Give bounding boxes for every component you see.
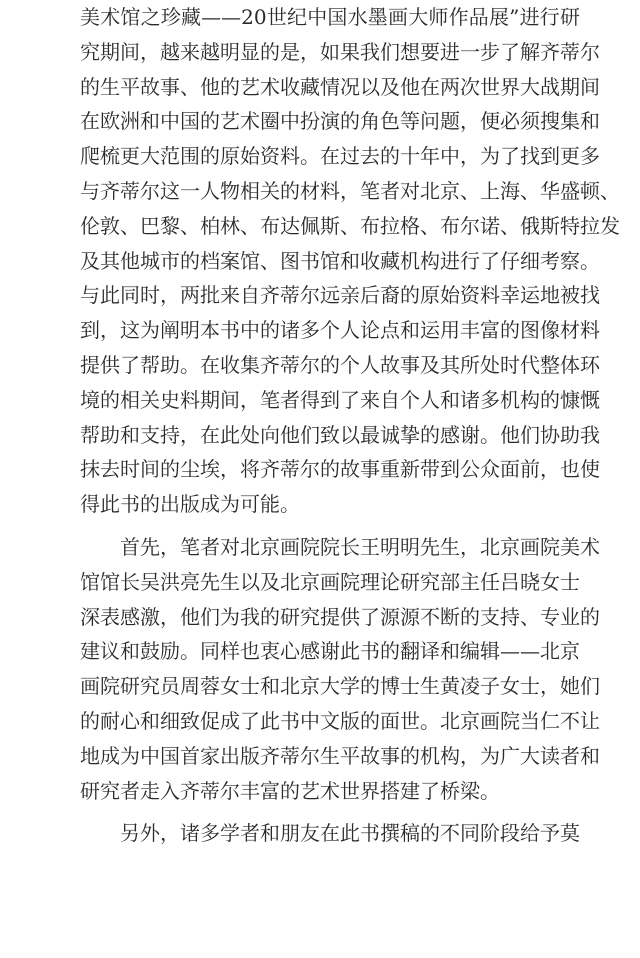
text-line: 深表感激，他们为我的研究提供了源源不断的支持、专业的	[80, 604, 600, 629]
text-line: 得此书的出版成为可能。	[80, 492, 300, 517]
paragraph-spacing	[80, 522, 580, 530]
text-line: 帮助和支持，在此处向他们致以最诚挚的感谢。他们协助我	[80, 422, 600, 447]
text-line: 馆馆长吴洪亮先生以及北京画院理论研究部主任吕晓女士	[80, 569, 580, 594]
text-line: 提供了帮助。在收集齐蒂尔的个人故事及其所处时代整体环	[80, 352, 600, 377]
text-line: 伦敦、巴黎、柏林、布达佩斯、布拉格、布尔诺、俄斯特拉发	[80, 213, 620, 238]
text-line: 首先，笔者对北京画院院长王明明先生，北京画院美术	[80, 534, 600, 559]
text-line: 在欧洲和中国的艺术圈中扮演的角色等问题，便必须搜集和	[80, 109, 600, 134]
text-line: 的耐心和细致促成了此书中文版的面世。北京画院当仁不让	[80, 708, 600, 733]
text-line: 与此同时，两批来自齐蒂尔远亲后裔的原始资料幸运地被找	[80, 283, 600, 308]
paragraph	[80, 816, 580, 851]
paragraph	[80, 530, 600, 808]
text-line: 境的相关史料期间，笔者得到了来自个人和诸多机构的慷慨	[80, 387, 600, 412]
paragraph	[80, 0, 620, 522]
text-line: 建议和鼓励。同样也衷心感谢此书的翻译和编辑——北京	[80, 639, 580, 664]
text-line: 到，这为阐明本书中的诸多个人论点和运用丰富的图像材料	[80, 318, 600, 343]
text-line: 究期间，越来越明显的是，如果我们想要进一步了解齐蒂尔	[80, 39, 600, 64]
text-line: 爬梳更大范围的原始资料。在过去的十年中，为了找到更多	[80, 144, 600, 169]
text-line: 及其他城市的档案馆、图书馆和收藏机构进行了仔细考察。	[80, 248, 600, 273]
text-line: 与齐蒂尔这一人物相关的材料，笔者对北京、上海、华盛顿、	[80, 178, 620, 203]
text-line: 另外，诸多学者和朋友在此书撰稿的不同阶段给予莫	[80, 821, 580, 846]
text-line: 地成为中国首家出版齐蒂尔生平故事的机构，为广大读者和	[80, 743, 600, 768]
paragraph-spacing	[80, 808, 580, 816]
body-text	[80, 0, 620, 851]
text-line: 抹去时间的尘埃，将齐蒂尔的故事重新带到公众面前，也使	[80, 457, 600, 482]
text-line: 研究者走入齐蒂尔丰富的艺术世界搭建了桥梁。	[80, 778, 500, 803]
text-line: 的生平故事、他的艺术收藏情况以及他在两次世界大战期间	[80, 74, 600, 99]
text-line: 画院研究员周蓉女士和北京大学的博士生黄凌子女士，她们	[80, 674, 600, 699]
text-line: 美术馆之珍藏——20世纪中国水墨画大师作品展”进行研	[80, 5, 580, 29]
